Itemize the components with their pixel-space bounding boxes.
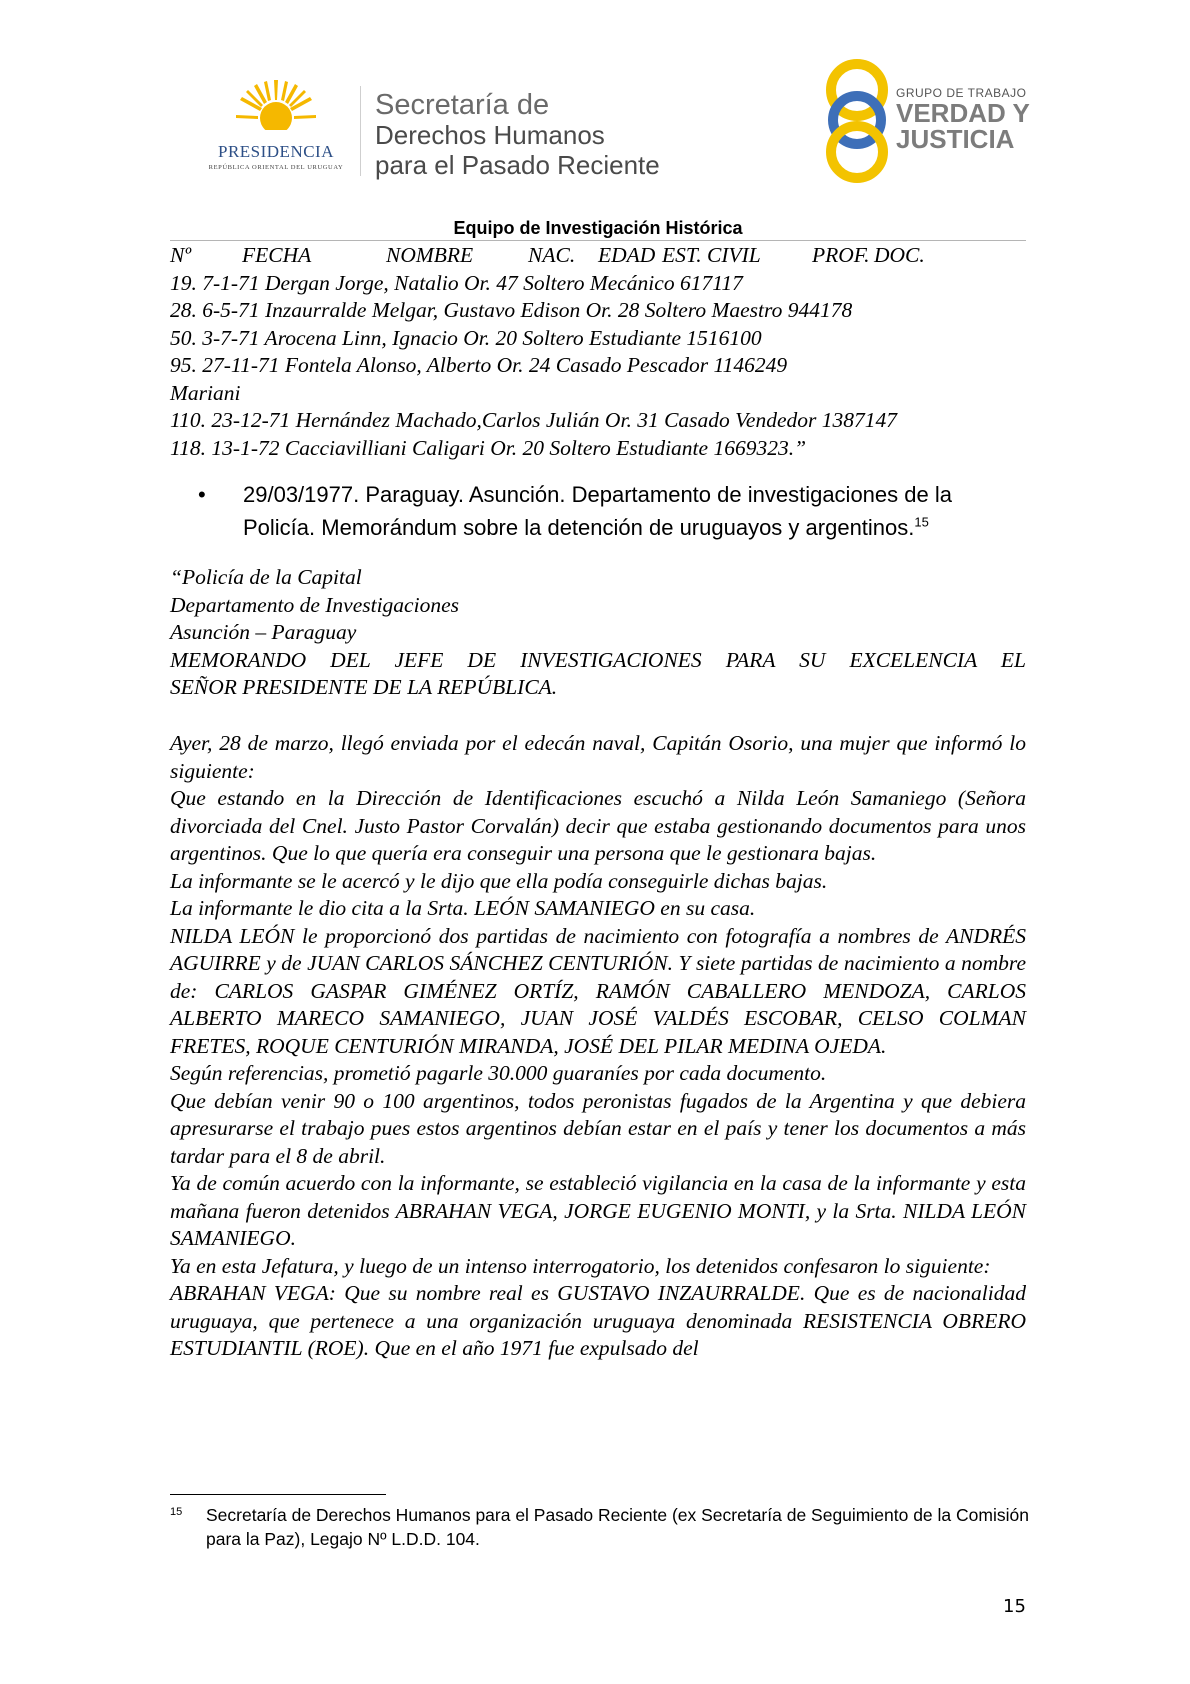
memo-header — [170, 564, 1026, 702]
memo-header-line: Asunción – Paraguay — [170, 620, 357, 644]
memo-header-line: MEMORANDO DEL JEFE DE INVESTIGACIONES PARA SU EXCELENCIA EL — [170, 647, 1026, 672]
memo-header-line: “Policía de la Capital — [170, 565, 362, 589]
header-rule — [170, 240, 1026, 241]
col-header-doc: DOC. — [874, 243, 925, 267]
secretaria-line-3: para el Pasado Reciente — [375, 150, 660, 180]
table-header — [170, 242, 1026, 270]
col-header-nac: NAC. — [528, 243, 576, 267]
col-header-nombre: NOMBRE — [386, 243, 474, 267]
table-row: 28. 6-5-71 Inzaurralde Melgar, Gustavo Edison Or. 28 Soltero Maestro 944178 — [170, 298, 853, 322]
table-row: 118. 13-1-72 Cacciavilliani Caligari Or. 20 Soltero Estudiante 1669323.” — [170, 435, 807, 460]
memo-paragraph: ABRAHAN VEGA: Que su nombre real es GUSTAVO INZAURRALDE. Que es de nacionalidad uruguaya, que pertenece a una organización uruguaya denominada RESISTENCIA OBRERO ESTUDIANTIL (ROE). Que en el año 1971 fue expulsado del — [170, 1281, 1026, 1360]
memo-header-line: Departamento de Investigaciones — [170, 592, 459, 617]
col-header-est-civil: EST. CIVIL — [662, 243, 761, 267]
equipo-title: Equipo de Investigación Histórica — [453, 218, 743, 238]
memo-paragraph: La informante le dio cita a la Srta. LEÓN SAMANIEGO en su casa. — [170, 896, 756, 920]
col-header-n: Nº — [170, 243, 192, 267]
secretaria-line-1: Secretaría de — [375, 89, 550, 121]
secretaria-line-2: Derechos Humanos — [375, 120, 605, 150]
footnote-number: 15 — [170, 1506, 183, 1518]
memo-paragraph: Ya en esta Jefatura, y luego de un intenso interrogatorio, los detenidos confesaron lo siguiente: — [170, 1253, 991, 1278]
rings-icon — [820, 56, 894, 186]
presidencia-logo — [196, 78, 356, 178]
footnote-rule — [170, 1494, 386, 1495]
col-header-fecha: FECHA — [242, 243, 312, 267]
logo-divider — [360, 86, 361, 176]
bullet-item — [198, 478, 1035, 544]
bullet-line-1: 29/03/1977. Paraguay. Asunción. Departamento de investigaciones de la — [243, 482, 952, 507]
footnote-ref: 15 — [914, 514, 929, 530]
memo-paragraph: NILDA LEÓN le proporcionó dos partidas de nacimiento con fotografía a nombres de ANDRÉS AGUIRRE y de JUAN CARLOS SÁNCHEZ CENTURIÓN. Y siete partidas de nacimiento a nombre de: CARLOS GASPAR GIMÉNEZ ORTÍZ, RAMÓN CABALLERO MENDOZA, CARLOS ALBERTO MARECO SAMANIEGO, JUAN JOSÉ VALDÉS ESCOBAR, CELSO COLMAN FRETES, ROQUE CENTURIÓN MIRANDA, JOSÉ DEL PILAR MEDINA OJEDA. — [170, 923, 1026, 1058]
bullet-text — [243, 478, 1035, 544]
memo-paragraph: Según referencias, prometió pagarle 30.000 guaraníes por cada documento. — [170, 1061, 827, 1085]
bullet-line-2 — [243, 511, 1035, 544]
col-header-edad: EDAD — [598, 243, 656, 267]
table-row: 95. 27-11-71 Fontela Alonso, Alberto Or. 24 Casado Pescador 1146249 — [170, 353, 788, 377]
bullet-icon: • — [198, 482, 206, 507]
bullet-line-2-text: Policía. Memorándum sobre la detención de uruguayos y argentinos. — [243, 515, 915, 540]
memo-body — [170, 730, 1026, 1363]
table-row: 50. 3-7-71 Arocena Linn, Ignacio Or. 20 Soltero Estudiante 1516100 — [170, 325, 762, 350]
detainee-table — [170, 242, 1026, 462]
vyj-line-3: JUSTICIA — [896, 124, 1015, 154]
vyj-line-1: GRUPO DE TRABAJO — [896, 86, 1027, 100]
memo-paragraph: La informante se le acercó y le dijo que ella podía conseguirle dichas bajas. — [170, 868, 828, 893]
table-row: Mariani — [170, 380, 241, 405]
verdad-justicia-text — [896, 86, 1030, 152]
table-row: 110. 23-12-71 Hernández Machado,Carlos Julián Or. 31 Casado Vendedor 1387147 — [170, 408, 897, 432]
presidencia-sub: REPÚBLICA ORIENTAL DEL URUGUAY — [208, 164, 344, 171]
secretaria-logo-text — [375, 90, 660, 180]
page-number: 15 — [1003, 1596, 1026, 1617]
presidencia-label: PRESIDENCIA — [217, 142, 334, 161]
memo-paragraph: Que debían venir 90 o 100 argentinos, todos peronistas fugados de la Argentina y que debiera apresurarse el trabajo pues estos argentinos debían estar en el país y tener los documentos a más tardar para el 8 de abril. — [170, 1088, 1026, 1168]
col-header-prof: PROF. — [812, 243, 870, 267]
memo-paragraph: Ya de común acuerdo con la informante, se estableció vigilancia en la casa de la informante y esta mañana fueron detenidos ABRAHAN VEGA, JORGE EUGENIO MONTI, y la Srta. NILDA LEÓN SAMANIEGO. — [170, 1171, 1026, 1250]
footnote-text: Secretaría de Derechos Humanos para el Pasado Reciente (ex Secretaría de Seguimiento de la Comisión para la Paz), Legajo Nº L.D.D. 104. — [206, 1505, 1029, 1549]
verdad-justicia-logo — [820, 56, 1030, 186]
memo-paragraph: Ayer, 28 de marzo, llegó enviada por el edecán naval, Capitán Osorio, una mujer que informó lo siguiente: — [170, 731, 1026, 783]
table-row: 19. 7-1-71 Dergan Jorge, Natalio Or. 47 Soltero Mecánico 617117 — [170, 270, 743, 295]
memo-header-line: SEÑOR PRESIDENTE DE LA REPÚBLICA. — [170, 675, 558, 699]
memo-paragraph: Que estando en la Dirección de Identificaciones escuchó a Nilda León Samaniego (Señora divorciada del Cnel. Justo Pastor Corvalán) decir que estaba gestionando documentos para unos argentinos. Que lo que quería era conseguir una persona que le gestionara bajas. — [170, 786, 1026, 865]
footnote — [170, 1503, 1030, 1551]
vyj-line-2: VERDAD Y — [896, 98, 1030, 128]
sun-icon — [236, 78, 316, 140]
